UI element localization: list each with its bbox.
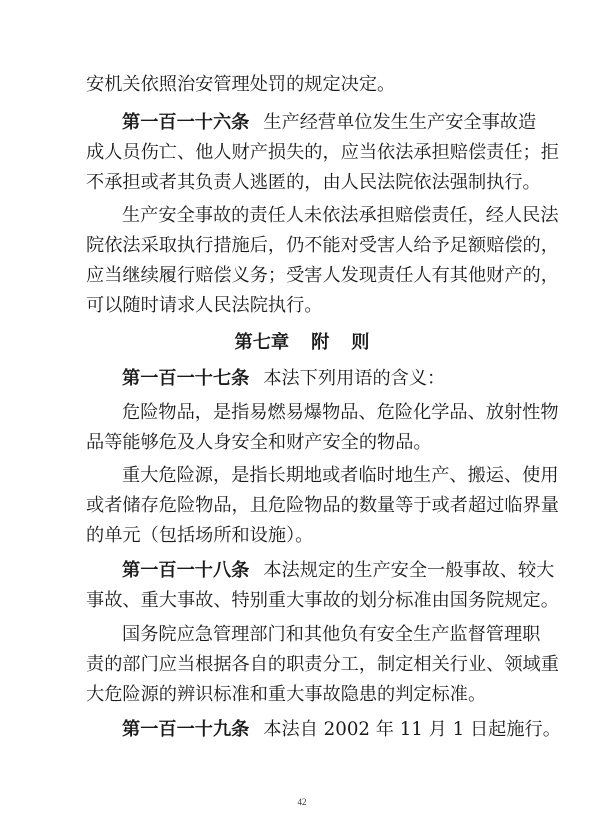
- article-119-line: [122, 717, 561, 743]
- text-line: 危险物品，是指易燃易爆物品、危险化学品、放射性物: [122, 402, 559, 423]
- text-line: 不承担或者其负责人逃匿的，由人民法院依法强制执行。: [86, 172, 541, 193]
- chapter-title-char-2: 则: [351, 332, 370, 353]
- text-line: 成人员伤亡、他人财产损失的，应当依法承担赔偿责任；拒: [86, 142, 559, 163]
- article-117-heading: 第一百一十七条: [122, 368, 250, 389]
- text-line: 本法下列用语的含义：: [263, 368, 446, 389]
- article-116-heading: 第一百一十六条: [122, 112, 250, 133]
- article-117-first-line: [122, 366, 526, 392]
- chapter-title-char-1: 附: [311, 332, 330, 353]
- text-line: 或者储存危险物品，且危险物品的数量等于或者超过临界量: [86, 495, 559, 516]
- text-line: 的单元（包括场所和设施）。: [86, 525, 314, 546]
- article-118-heading: 第一百一十八条: [122, 560, 250, 581]
- text-line: 生产经营单位发生生产安全事故造: [263, 112, 537, 133]
- text-line: 国务院应急管理部门和其他负有安全生产监督管理职: [122, 624, 541, 645]
- page-number: 42: [297, 797, 307, 807]
- text-line: 重大危险源，是指长期地或者临时地生产、搬运、使用: [122, 465, 559, 486]
- text-line: 本法规定的生产安全一般事故、较大: [263, 560, 555, 581]
- text-line: 大危险源的辨识标准和重大事故隐患的判定标准。: [86, 684, 487, 705]
- text-line: 生产安全事故的责任人未依法承担赔偿责任，经人民法: [122, 205, 559, 226]
- text-line: 应当继续履行赔偿义务；受害人发现责任人有其他财产的，: [86, 265, 559, 286]
- text-line: 事故、重大事故、特别重大事故的划分标准由国务院规定。: [86, 590, 559, 611]
- text-line: 院依法采取执行措施后，仍不能对受害人给予足额赔偿的，: [86, 235, 559, 256]
- text-line: 品等能够危及人身安全和财产安全的物品。: [86, 432, 432, 453]
- article-119-heading: 第一百一十九条: [122, 719, 250, 740]
- text-line: 安机关依照治安管理处罚的规定决定。: [86, 74, 396, 95]
- text-line: 本法自 2002 年 11 月 1 日起施行。: [263, 719, 561, 740]
- article-118-first-line: [122, 558, 555, 584]
- chapter-heading: [0, 330, 604, 356]
- text-line: 责的部门应当根据各自的职责分工，制定相关行业、领域重: [86, 654, 559, 675]
- chapter-number: 第七章: [234, 332, 290, 353]
- article-116-first-line: [122, 110, 537, 136]
- text-line: 可以随时请求人民法院执行。: [86, 295, 323, 316]
